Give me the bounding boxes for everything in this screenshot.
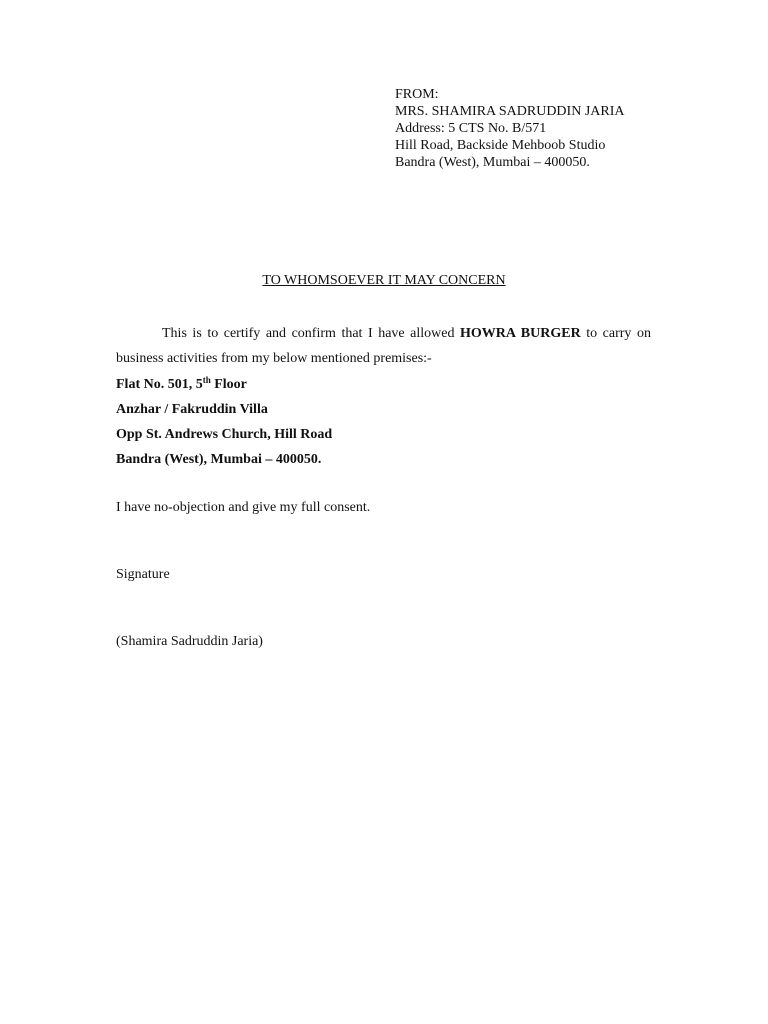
- signatory-name: (Shamira Sadruddin Jaria): [116, 634, 263, 649]
- sender-address-line-3: Bandra (West), Mumbai – 400050.: [395, 155, 590, 170]
- premises-line-4: Bandra (West), Mumbai – 400050.: [116, 452, 322, 467]
- sender-name: MRS. SHAMIRA SADRUDDIN JARIA: [395, 104, 625, 119]
- premises-address: [116, 372, 332, 472]
- premises-line-2: Anzhar / Fakruddin Villa: [116, 402, 268, 417]
- from-label: FROM:: [395, 87, 439, 102]
- letter-heading: TO WHOMSOEVER IT MAY CONCERN: [262, 273, 506, 288]
- consent-statement: I have no-objection and give my full consent.: [116, 500, 371, 515]
- sender-address-line-2: Hill Road, Backside Mehboob Studio: [395, 138, 606, 153]
- paragraph-text-before: This is to certify and confirm that I have allowed: [162, 326, 461, 341]
- premises-flat: Flat No. 501, 5: [116, 377, 203, 392]
- floor-ordinal-superscript: th: [202, 375, 211, 385]
- sender-address-line-1: Address: 5 CTS No. B/571: [395, 121, 547, 136]
- paragraph-text-after: to carry on business activities from my below mentioned premises:-: [116, 326, 651, 366]
- business-name: HOWRA BURGER: [460, 326, 581, 341]
- signature-label: Signature: [116, 567, 170, 582]
- certification-paragraph: [116, 321, 651, 371]
- sender-block: [395, 86, 624, 171]
- premises-line-3: Opp St. Andrews Church, Hill Road: [116, 427, 333, 442]
- premises-line-1: [116, 372, 332, 397]
- premises-floor: Floor: [210, 377, 247, 392]
